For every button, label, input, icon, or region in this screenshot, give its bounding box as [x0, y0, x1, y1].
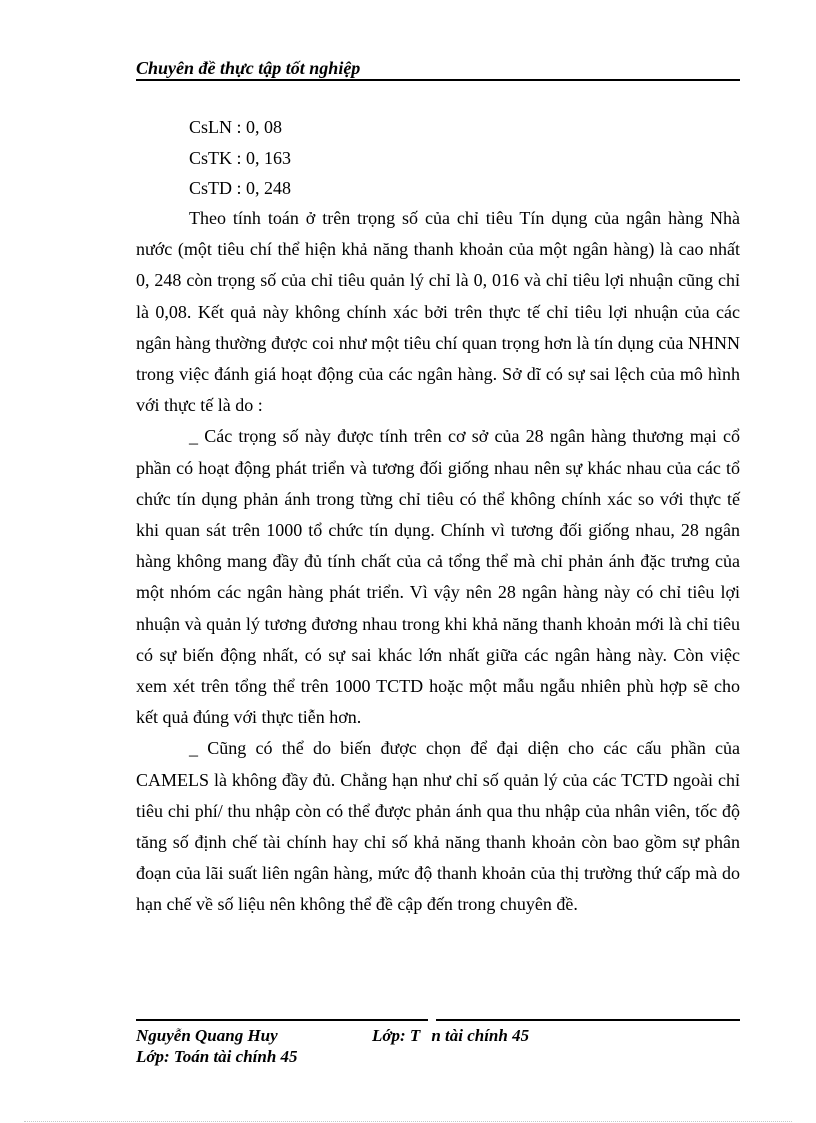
page-bottom-border	[24, 1121, 792, 1122]
footer-rule-left	[136, 1019, 428, 1021]
metric-cstd: CsTD : 0, 248	[189, 178, 292, 198]
footer-rule-right	[436, 1019, 740, 1021]
footer-class-right-end: n tài chính 45	[431, 1026, 530, 1045]
page-header-title: Chuyên đề thực tập tốt nghiệp	[136, 58, 361, 78]
paragraph-reason-variables: _ Cũng có thể do biến được chọn để đại diện cho các cấu phần của CAMELS là không đầy đủ. Chẳng hạn như chỉ số quản lý của các TCTD ngoài chỉ tiêu chi phí/ thu nhập còn có thể được phản ánh qua thu nhập của nhân viên, tốc độ tăng số định chế tài chính hay chỉ số khả năng thanh khoản còn bao gồm sự phân đoạn của lãi suất liên ngân hàng, mức độ thanh khoản của thị trường thứ cấp mà do hạn chế về số liệu nên không thể đề cập đến trong chuyên đề.	[136, 738, 740, 915]
paragraph-reason-sample: _ Các trọng số này được tính trên cơ sở của 28 ngân hàng thương mại cổ phần có hoạt động phát triển và tương đối giống nhau nên sự khác nhau của các tổ chức tín dụng phản ánh trong từng chỉ tiêu có thể không chính xác so với thực tế khi quan sát trên 1000 tổ chức tín dụng. Chính vì tương đối giống nhau, 28 ngân hàng không mang đầy đủ tính chất của cả tổng thể mà chỉ phản ánh đặc trưng của một nhóm các ngân hàng phát triển. Vì vậy nên 28 ngân hàng này có chỉ tiêu lợi nhuận và quản lý tương đương nhau trong khi khả năng thanh khoản mới là chỉ tiêu có sự biến động nhất, có sự sai khác lớn nhất giữa các ngân hàng này. Còn việc xem xét trên tổng thể trên 1000 TCTD hoặc một mẫu ngẫu nhiên phù hợp sẽ cho kết quả đúng với thực tiễn hơn.	[136, 426, 740, 728]
footer-class-right	[372, 1026, 529, 1046]
footer-author: Nguyễn Quang Huy	[136, 1026, 278, 1045]
metric-csln: CsLN : 0, 08	[189, 117, 283, 137]
footer-class-right-start: Lớp: T	[372, 1026, 421, 1045]
paragraph-analysis: Theo tính toán ở trên trọng số của chỉ tiêu Tín dụng của ngân hàng Nhà nước (một tiêu chí thể hiện khả năng thanh khoản của một ngân hàng) là cao nhất 0, 248 còn trọng số của chỉ tiêu quản lý chỉ là 0, 016 và chỉ tiêu lợi nhuận cũng chỉ là 0,08. Kết quả này không chính xác bởi trên thực tế chỉ tiêu lợi nhuận của các ngân hàng thường được coi như một tiêu chí quan trọng hơn là tín dụng của NHNN trong việc đánh giá hoạt động của các ngân hàng. Sở dĩ có sự sai lệch của mô hình với thực tế là do :	[136, 208, 740, 416]
metric-cstk: CsTK : 0, 163	[189, 148, 292, 168]
header-rule	[136, 79, 740, 81]
document-body	[136, 203, 740, 921]
footer-class-left: Lớp: Toán tài chính 45	[136, 1047, 298, 1066]
